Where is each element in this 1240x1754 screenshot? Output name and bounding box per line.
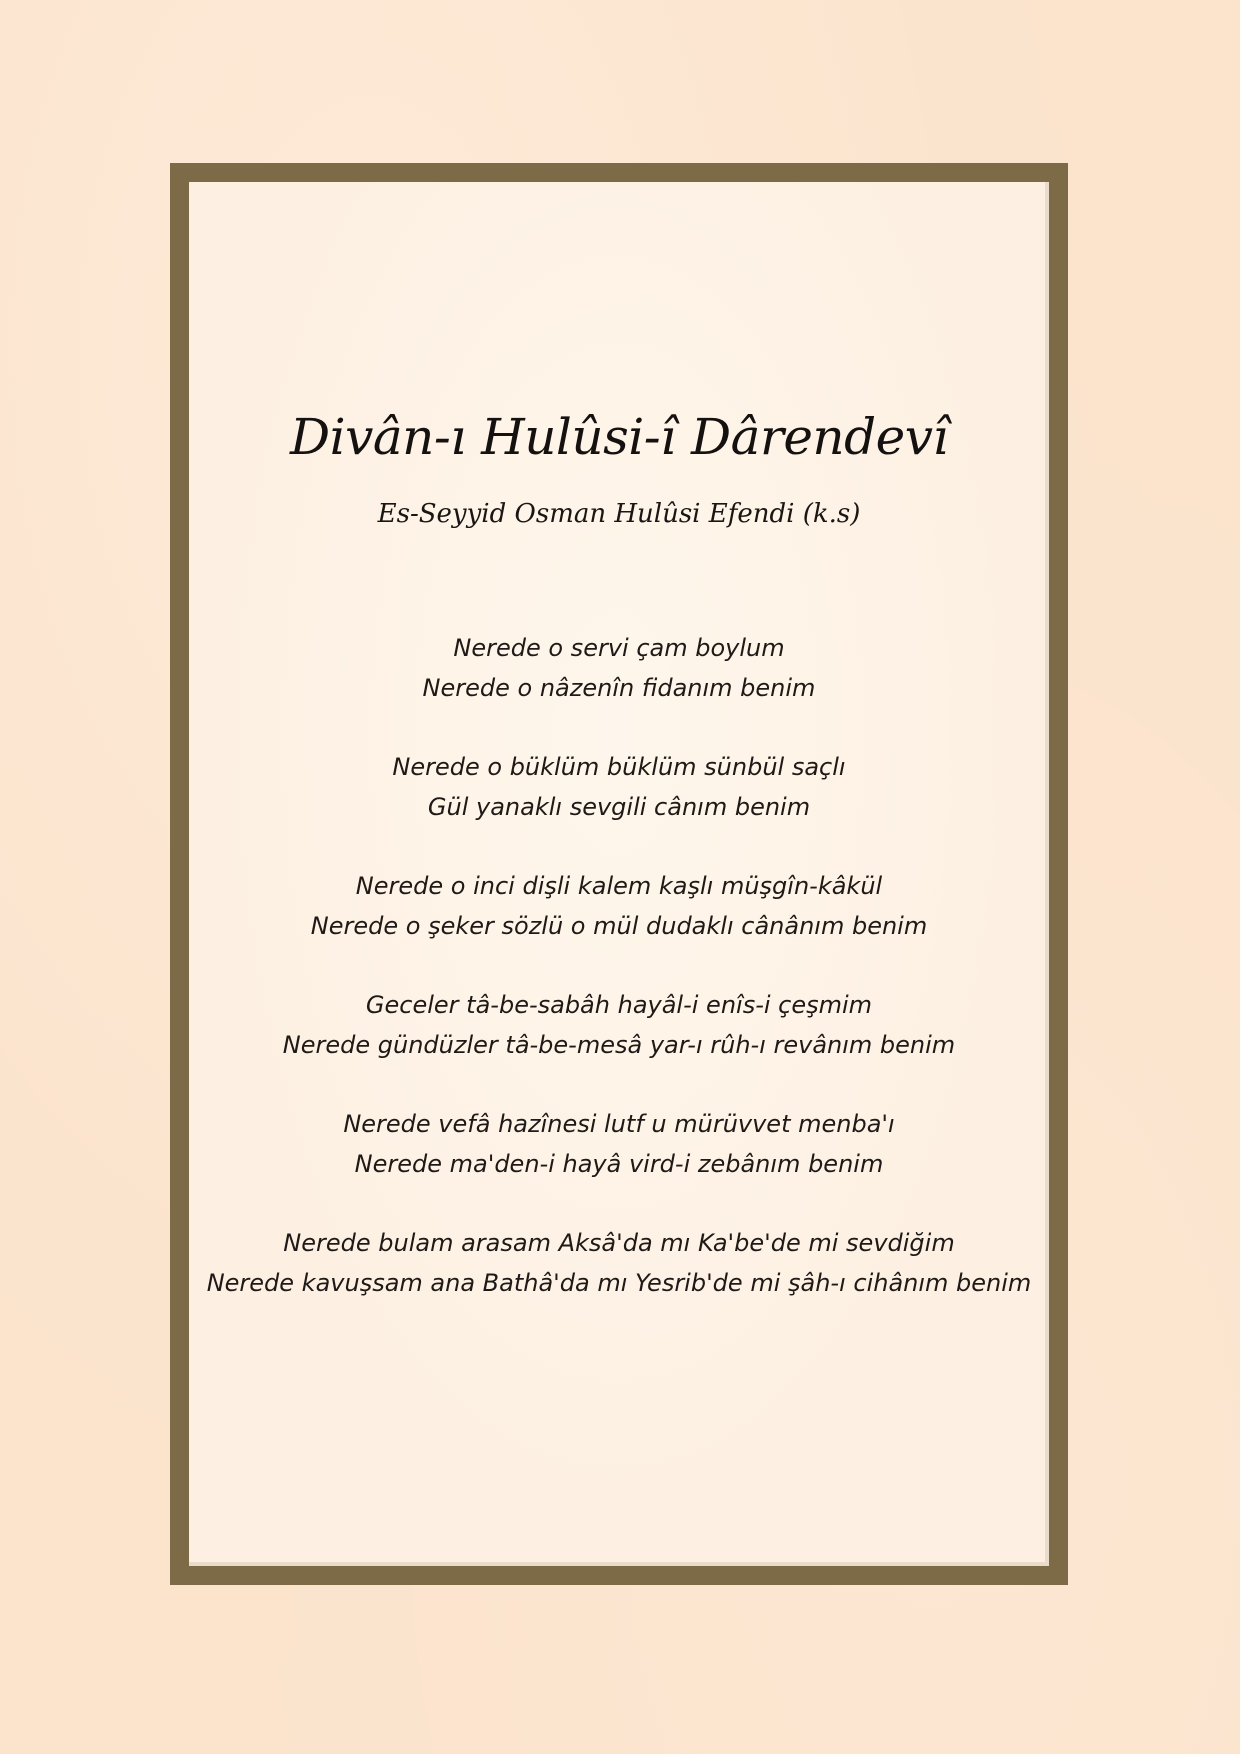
poem-line: Nerede bulam arasam Aksâ'da mı Ka'be'de mi sevdiğim bbox=[283, 1229, 955, 1257]
poem-line: Nerede kavuşsam ana Bathâ'da mı Yesrib'de mi şâh-ı cihânım benim bbox=[206, 1269, 1032, 1297]
poem-stanza bbox=[189, 628, 1049, 747]
poem-stanza bbox=[189, 747, 1049, 866]
poem-line: Nerede o servi çam boylum bbox=[453, 634, 785, 662]
poem-line: Nerede ma'den-i hayâ vird-i zebânım benim bbox=[354, 1150, 884, 1178]
poem-stanza bbox=[189, 1223, 1049, 1342]
poem-stanza bbox=[189, 1104, 1049, 1223]
page-subtitle: Es-Seyyid Osman Hulûsi Efendi (k.s) bbox=[377, 499, 861, 529]
poem-line: Nerede o nâzenîn fidanım benim bbox=[422, 674, 816, 702]
poem-line: Nerede gündüzler tâ-be-mesâ yar-ı rûh-ı revânım benim bbox=[282, 1031, 956, 1059]
poem-line: Geceler tâ-be-sabâh hayâl-i enîs-i çeşmim bbox=[365, 991, 873, 1019]
poem-line: Nerede o büklüm büklüm sünbül saçlı bbox=[392, 753, 846, 781]
poem-line: Nerede o şeker sözlü o mül dudaklı cânânım benim bbox=[310, 912, 928, 940]
poem-line: Nerede o inci dişli kalem kaşlı müşgîn-kâkül bbox=[355, 872, 883, 900]
poem bbox=[189, 628, 1049, 1342]
poem-stanza bbox=[189, 985, 1049, 1104]
poem-line: Nerede vefâ hazînesi lutf u mürüvvet menba'ı bbox=[343, 1110, 895, 1138]
page-title: Divân-ı Hulûsi-î Dârendevî bbox=[290, 408, 948, 466]
poem-stanza bbox=[189, 866, 1049, 985]
poem-line: Gül yanaklı sevgili cânım benim bbox=[427, 793, 811, 821]
